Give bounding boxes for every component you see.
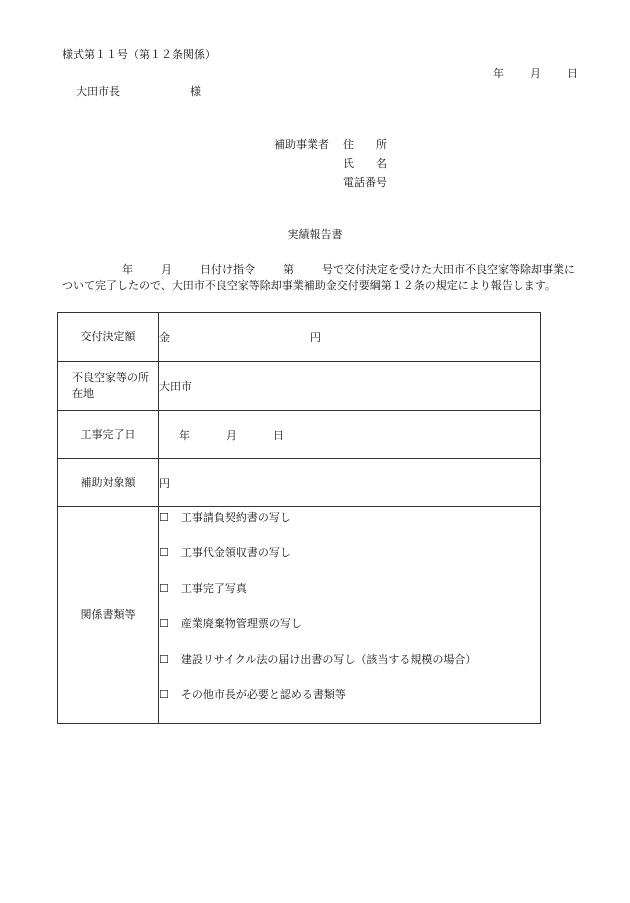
checkbox-icon[interactable]: ☐ [159,652,169,666]
addressee-suffix: 様 [190,85,201,98]
subsidy-amount-label: 補助対象額 [58,459,159,507]
row-documents [58,507,541,724]
document-item[interactable]: ☐ 産業廃棄物管理票の写し [159,617,302,631]
checkbox-icon[interactable]: ☐ [159,581,169,595]
completion-day: 日 [273,428,284,442]
checkbox-icon[interactable]: ☐ [159,511,169,524]
applicant-phone-label: 電話番号 [343,176,387,189]
addressee [76,85,201,99]
date-line [493,67,578,81]
completion-year: 年 [179,428,190,442]
form-number: 様式第１１号（第１２条関係） [62,48,216,61]
completion-month: 月 [226,428,237,442]
date-day: 日 [567,67,578,80]
row-completion-date [58,411,541,459]
checkbox-icon[interactable]: ☐ [159,546,169,560]
grant-amount-prefix: 金 [159,331,170,344]
row-location [58,362,541,411]
documents-list [159,511,540,723]
document-item[interactable]: ☐ その他市長が必要と認める書類等 [159,687,346,701]
row-grant-amount [58,313,541,362]
body-day-directive: 日付け指令 [200,263,255,276]
document-item[interactable]: ☐ 工事完了写真 [159,581,247,595]
subsidy-amount-value[interactable] [159,459,541,507]
applicant-name-label: 氏 名 [343,157,387,170]
completion-date-label: 工事完了日 [58,411,159,459]
document-item[interactable]: ☐ 工事代金領収書の写し [159,546,291,560]
body-text [62,262,582,294]
applicant-address-label: 住 所 [343,138,387,151]
checkbox-icon[interactable]: ☐ [159,617,169,631]
applicant-fields [343,138,387,195]
document-item[interactable]: ☐ 建設リサイクル法の届け出書の写し（該当する規模の場合） [159,652,477,666]
grant-amount-value[interactable] [159,313,541,362]
grant-amount-unit: 円 [310,331,321,344]
applicant-label: 補助事業者 [274,138,329,151]
date-year: 年 [493,67,504,80]
body-year: 年 [122,263,133,276]
report-table [57,312,541,724]
location-label: 不良空家等の所在地 [58,362,159,411]
document-title: 実績報告書 [287,228,343,241]
body-month: 月 [161,263,172,276]
documents-label: 関係書類等 [58,507,159,724]
subsidy-amount-unit: 円 [159,476,170,490]
body-rest: 号で交付決定を受けた大田市不良空家等除却事業について完了したので、大田市不良空家等除却事業補助金交付要綱第１２条の規定により報告します。 [62,263,575,292]
documents-list-cell [159,507,541,724]
checkbox-icon[interactable]: ☐ [159,687,169,701]
body-number-prefix: 第 [283,263,294,276]
addressee-name: 大田市長 [76,85,120,98]
date-month: 月 [530,67,541,80]
completion-date-value[interactable] [159,411,541,459]
grant-amount-label: 交付決定額 [58,313,159,362]
document-item[interactable]: ☐ 工事請負契約書の写し [159,511,291,524]
location-value[interactable]: 大田市 [159,362,541,411]
row-subsidy-amount [58,459,541,507]
